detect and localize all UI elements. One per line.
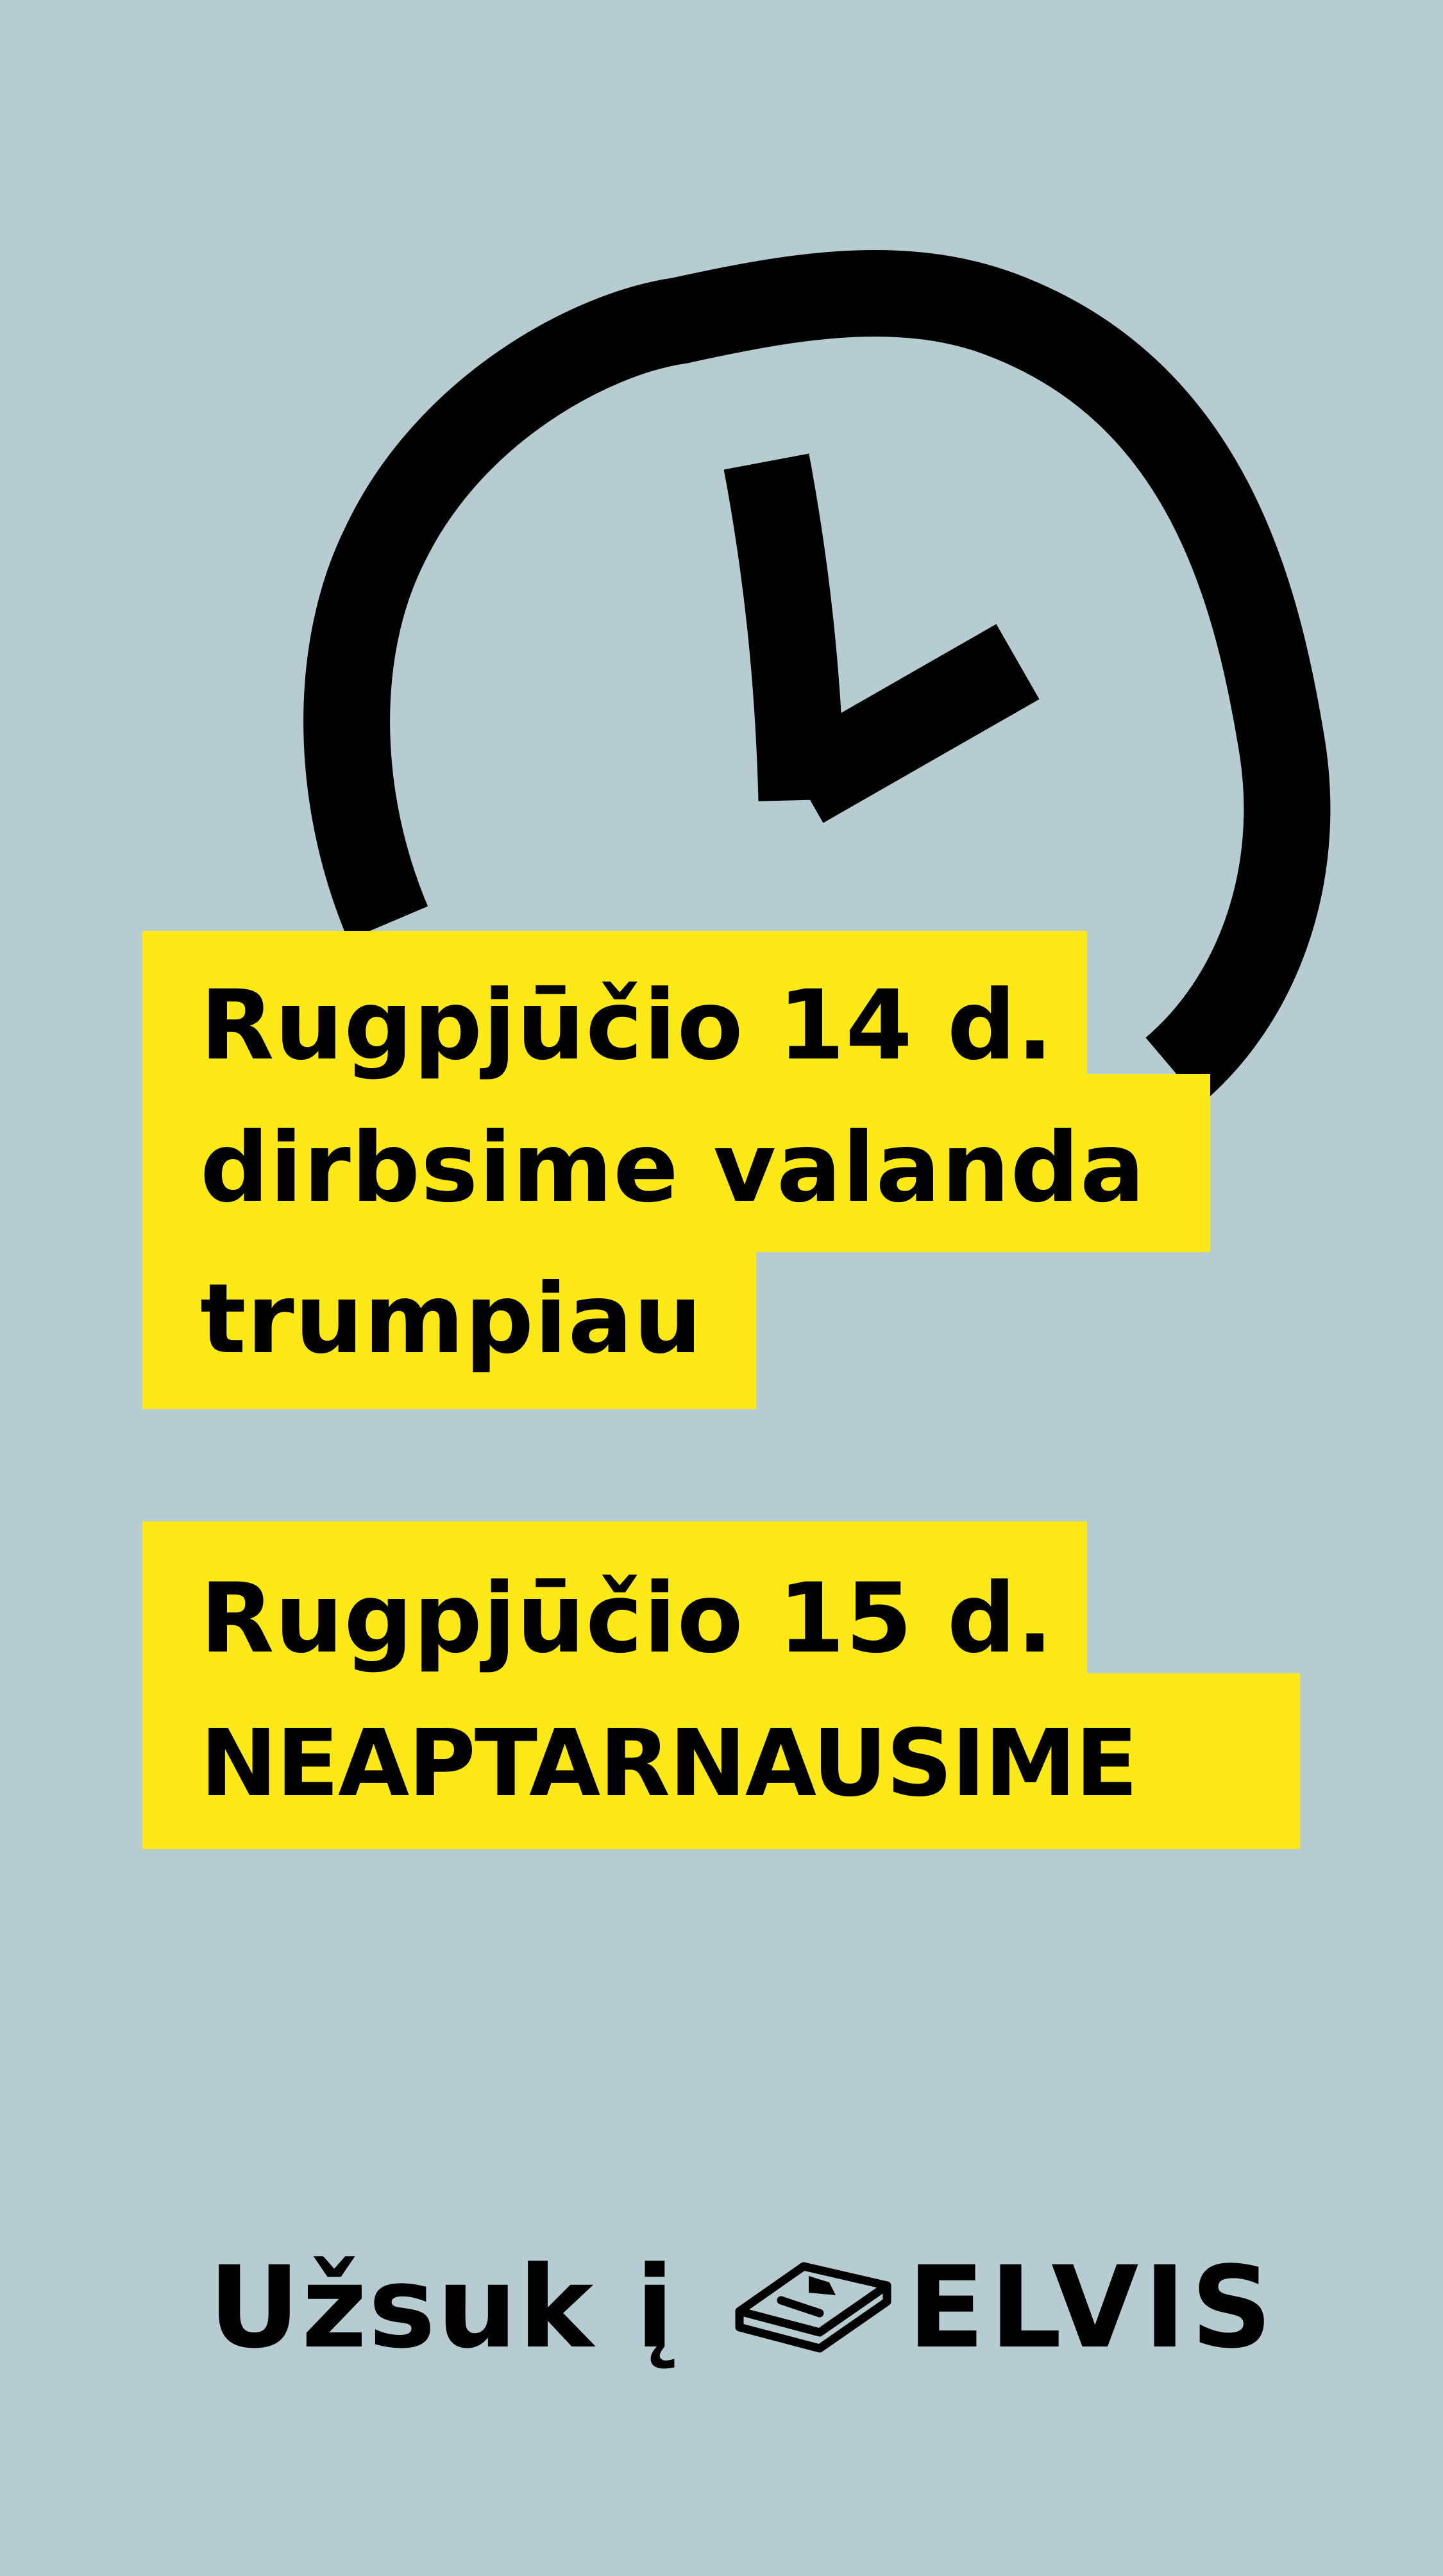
- notice-line-shorter-hours: dirbsime valanda: [200, 1112, 1146, 1224]
- open-book-icon: [733, 2250, 893, 2366]
- brand-name: ELVIS: [907, 2242, 1278, 2373]
- footer-prefix: Užsuk į: [208, 2242, 676, 2373]
- notice-date-1: Rugpjūčio 14 d.: [200, 970, 1054, 1082]
- notice-line-shorter-hours-end: trumpiau: [200, 1264, 703, 1375]
- footer-brand-line: [208, 2244, 1278, 2372]
- notice-date-2: Rugpjūčio 15 d.: [200, 1563, 1054, 1675]
- notice-closed: NEAPTARNAUSIME: [200, 1709, 1137, 1817]
